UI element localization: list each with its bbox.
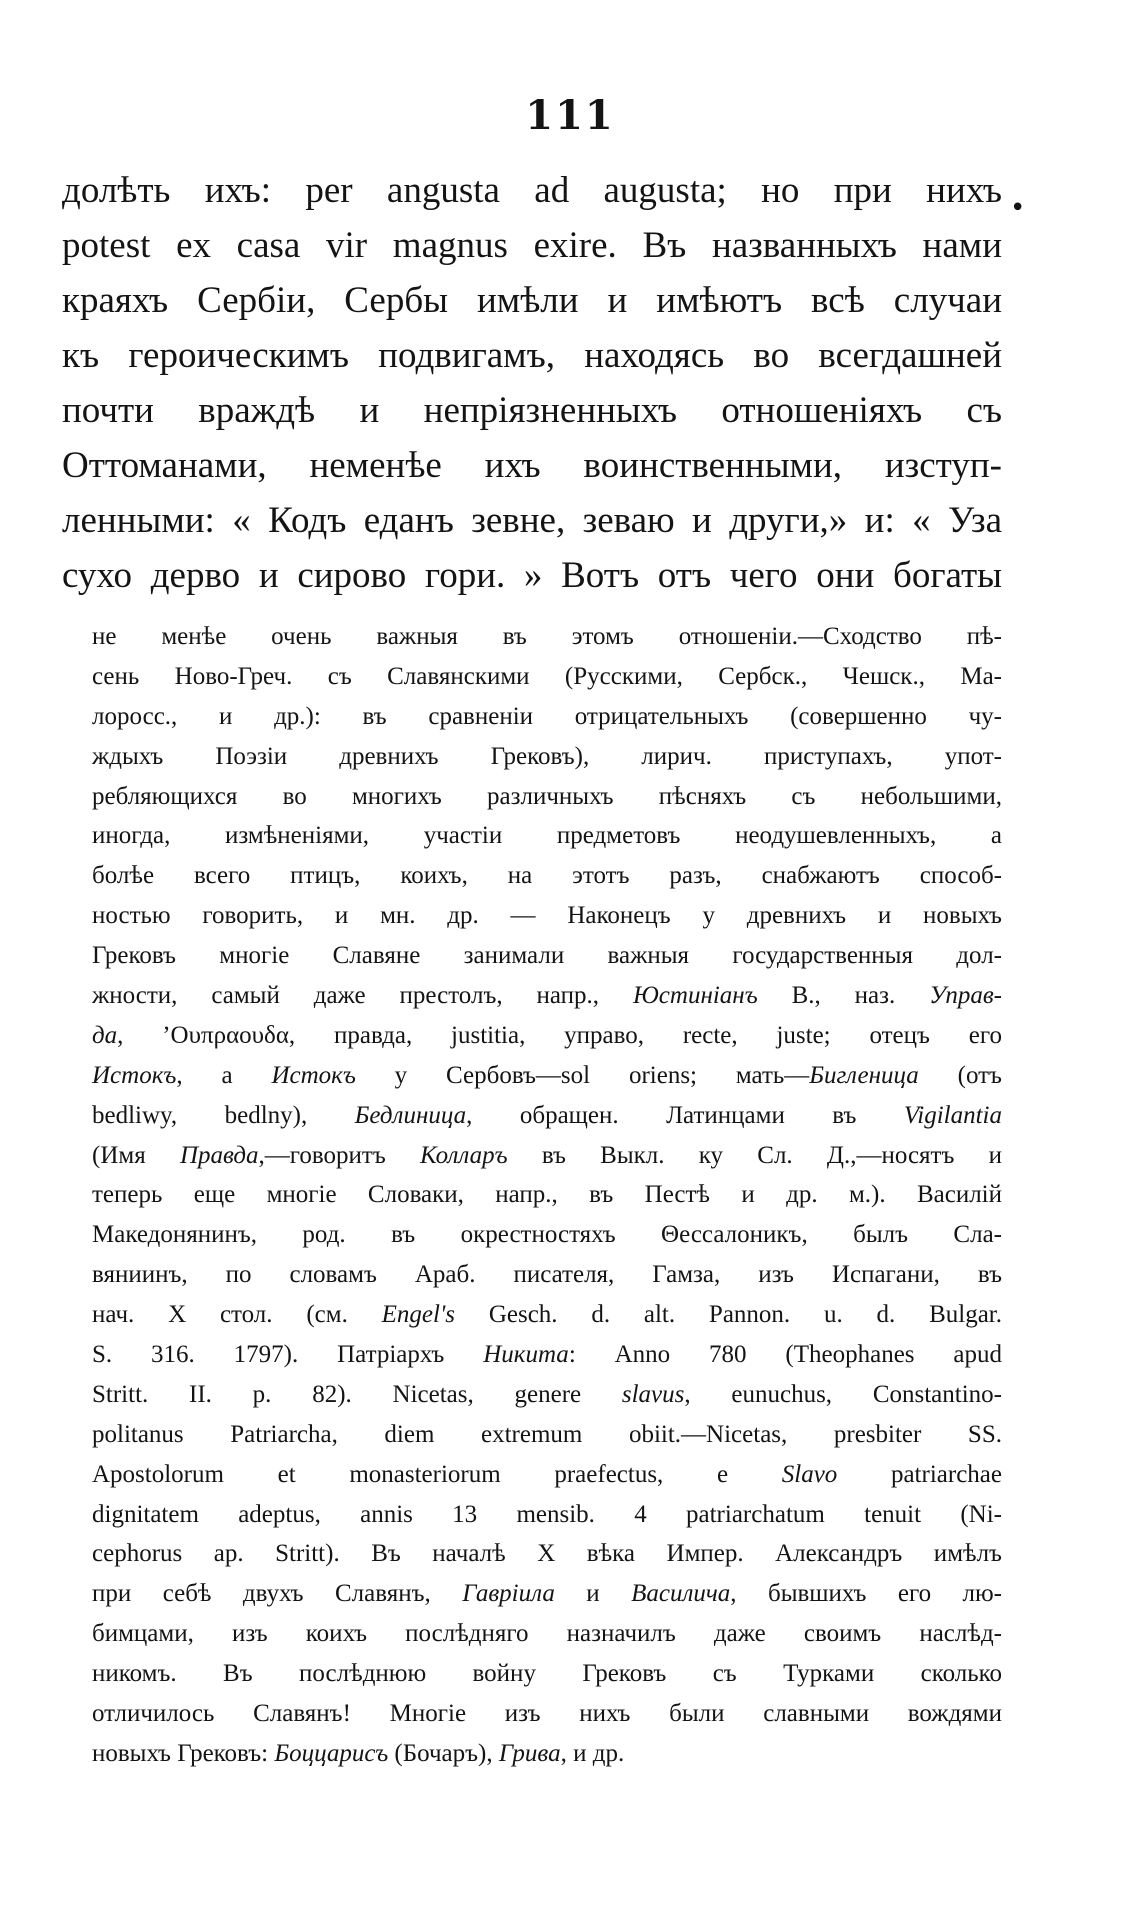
footnote-segment: (Имя xyxy=(92,1141,180,1169)
page-number: 111 xyxy=(525,92,615,139)
footnote-segment: cephorus ap. Stritt). Въ началѣ X вѣка Импер. Александръ имѣлъ xyxy=(92,1540,1002,1568)
footnote-italic-segment: Бигленица xyxy=(809,1061,919,1089)
footnote-line xyxy=(92,1734,1002,1774)
footnote-italic-segment: Правда xyxy=(179,1141,259,1169)
footnote-italic-segment: Истокъ xyxy=(92,1061,177,1089)
footnote-segment: , eunuchus, Constantino- xyxy=(684,1380,1002,1408)
footnote-segment: dignitatem adeptus, annis 13 mensib. 4 patriarchatum tenuit (Ni- xyxy=(92,1500,1002,1528)
footnote-segment: Apostolorum et monasteriorum praefectus, e xyxy=(92,1460,782,1488)
footnote-segment: Грековъ многіе Славяне занимали важныя государственныя дол- xyxy=(92,942,1002,970)
footnote-italic-segment: slavus xyxy=(621,1380,685,1408)
footnote-line xyxy=(92,856,1002,896)
footnote-segment: , ’Ουπραουδα, правда, justitia, управо, recte, juste; отецъ его xyxy=(117,1021,1002,1049)
footnote-line xyxy=(92,936,1002,976)
footnote-segment: въ Выкл. ку Сл. Д.,—носятъ и xyxy=(507,1141,1003,1169)
footnote-line xyxy=(92,1335,1002,1375)
footnote-segment: , и др. xyxy=(560,1739,625,1767)
footnote-segment: и xyxy=(554,1580,632,1608)
footnote-italic-segment: Engel's xyxy=(381,1301,456,1329)
footnote-line xyxy=(92,657,1002,697)
main-text-line: почти враждѣ и непріязненныхъ отношеніяхъ съ xyxy=(62,390,1002,431)
footnote-segment: Македонянинъ, род. въ окрестностяхъ Θессалоникъ, былъ Сла- xyxy=(92,1221,1002,1249)
footnote-line xyxy=(92,896,1002,936)
footnote-line xyxy=(92,737,1002,777)
footnote-line xyxy=(92,697,1002,737)
footnote-italic-segment: Никита xyxy=(483,1341,569,1369)
footnote-line xyxy=(92,777,1002,817)
main-text-line: долѣть ихъ: per angusta ad augusta; но при нихъ xyxy=(62,170,1002,211)
footnote xyxy=(92,617,1002,1774)
footnote-segment: Gesch. d. alt. Pannon. u. d. Bulgar. xyxy=(455,1301,1002,1329)
footnote-italic-segment: Управ- xyxy=(929,982,1002,1010)
footnote-segment: болѣе всего птицъ, коихъ, на этотъ разъ, снабжаютъ способ- xyxy=(92,862,1002,890)
main-text-line: Оттоманами, неменѣе ихъ воинственными, изступ- xyxy=(62,445,1002,486)
footnote-segment: , обращен. Латинцами въ xyxy=(466,1101,904,1129)
footnote-line xyxy=(92,976,1002,1016)
footnote-line xyxy=(92,1215,1002,1255)
footnote-segment: при себѣ двухъ Славянъ, xyxy=(92,1580,463,1608)
footnote-segment: bedliwy, bedlny), xyxy=(92,1101,355,1129)
main-text-line: ленными: « Кодъ еданъ зевне, зеваю и други,» и: « Уза xyxy=(62,500,1002,541)
footnote-line xyxy=(92,1654,1002,1694)
footnote-segment: сень Ново-Греч. съ Славянскими (Русскими, Сербск., Чешск., Ма- xyxy=(92,662,1002,690)
footnote-segment: бимцами, изъ коихъ послѣдняго назначилъ даже своимъ наслѣд- xyxy=(92,1620,1002,1648)
footnote-segment: у Сербовъ—sol oriens; мать— xyxy=(355,1061,810,1089)
footnote-line xyxy=(92,1175,1002,1215)
footnote-italic-segment: Vigilantia xyxy=(903,1101,1002,1129)
main-text-line: краяхъ Сербіи, Сербы имѣли и имѣютъ всѣ случаи xyxy=(62,280,1002,321)
footnote-italic-segment: Юстиніанъ xyxy=(632,982,758,1010)
footnote-italic-segment: Гавріила xyxy=(462,1580,555,1608)
footnote-line xyxy=(92,1574,1002,1614)
footnote-italic-segment: Бедлиница xyxy=(354,1101,467,1129)
footnote-line xyxy=(92,1534,1002,1574)
footnote-segment: , бывшихъ его лю- xyxy=(730,1580,1002,1608)
footnote-italic-segment: Slavo xyxy=(781,1460,838,1488)
footnote-segment: ,—говоритъ xyxy=(258,1141,420,1169)
footnote-italic-segment: да xyxy=(92,1021,118,1049)
footnote-segment: S. 316. 1797). Патріархъ xyxy=(92,1341,484,1369)
footnote-line xyxy=(92,1096,1002,1136)
footnote-segment: patriarchae xyxy=(837,1460,1002,1488)
footnote-segment: не менѣе очень важныя въ этомъ отношеніи.—Сходство пѣ- xyxy=(92,623,1002,650)
footnote-line xyxy=(92,1415,1002,1455)
main-text-line: къ героическимъ подвигамъ, находясь во всегдашней xyxy=(62,335,1002,376)
footnote-line xyxy=(92,816,1002,856)
footnote-segment: : Anno 780 (Theophanes apud xyxy=(568,1341,1002,1369)
footnote-segment: ребляющихся во многихъ различныхъ пѣсняхъ съ небольшими, xyxy=(92,782,1002,810)
footnote-line xyxy=(92,1614,1002,1654)
footnote-segment: никомъ. Въ послѣднюю войну Грековъ съ Турками сколько xyxy=(92,1660,1002,1688)
footnote-segment: (отъ xyxy=(918,1061,1002,1089)
main-text-line: potest ex casa vir magnus exire. Въ названныхъ нами xyxy=(62,225,1002,266)
footnote-line xyxy=(92,1056,1002,1096)
footnote-segment: иногда, измѣненіями, участіи предметовъ неодушевленныхъ, а xyxy=(92,822,1002,850)
footnote-segment: новыхъ Грековъ: xyxy=(92,1739,275,1767)
footnote-italic-segment: Истокъ xyxy=(271,1061,356,1089)
footnote-line xyxy=(92,1016,1002,1056)
footnote-italic-segment: Колларъ xyxy=(420,1141,508,1169)
footnote-italic-segment: Грива xyxy=(498,1739,561,1767)
footnote-line xyxy=(92,1455,1002,1495)
footnote-line xyxy=(92,1495,1002,1535)
footnote-segment: лоросс., и др.): въ сравненіи отрицательныхъ (совершенно чу- xyxy=(92,702,1002,730)
footnote-segment: Stritt. II. p. 82). Nicetas, genere xyxy=(92,1380,622,1408)
footnote-segment: ностью говорить, и мн. др. — Наконецъ у древнихъ и новыхъ xyxy=(92,902,1002,930)
footnote-line xyxy=(92,1295,1002,1335)
footnote-segment: теперь еще многіе Словаки, напр., въ Пестѣ и др. м.). Василій xyxy=(92,1181,1002,1209)
footnote-segment: В., наз. xyxy=(757,982,930,1010)
footnote-line xyxy=(92,1136,1002,1176)
footnote-segment: ждыхъ Поэзіи древнихъ Грековъ), лирич. приступахъ, упот- xyxy=(92,742,1002,770)
footnote-line xyxy=(92,617,1002,657)
footnote-italic-segment: Василича xyxy=(631,1580,731,1608)
footnote-line xyxy=(92,1255,1002,1295)
footnote-segment: отличилось Славянъ! Многіе изъ нихъ были славными вождями xyxy=(92,1700,1002,1728)
footnote-italic-segment: Боццарисъ xyxy=(274,1739,389,1767)
main-text xyxy=(62,163,1002,603)
margin-mark: • xyxy=(1010,193,1026,223)
footnote-segment: , а xyxy=(176,1061,272,1089)
main-text-line: сухо дерво и сирово гори. » Вотъ отъ чего они богаты xyxy=(62,555,1002,596)
footnote-line xyxy=(92,1694,1002,1734)
footnote-line xyxy=(92,1375,1002,1415)
footnote-segment: нач. X стол. (см. xyxy=(92,1301,382,1329)
footnote-segment: politanus Patriarcha, diem extremum obiit.—Nicetas, presbiter SS. xyxy=(92,1420,1002,1448)
footnote-segment: жности, самый даже престолъ, напр., xyxy=(92,982,633,1010)
footnote-segment: вяниинъ, по словамъ Араб. писателя, Гамза, изъ Испагани, въ xyxy=(92,1261,1002,1289)
footnote-segment: (Бочаръ), xyxy=(388,1739,499,1767)
